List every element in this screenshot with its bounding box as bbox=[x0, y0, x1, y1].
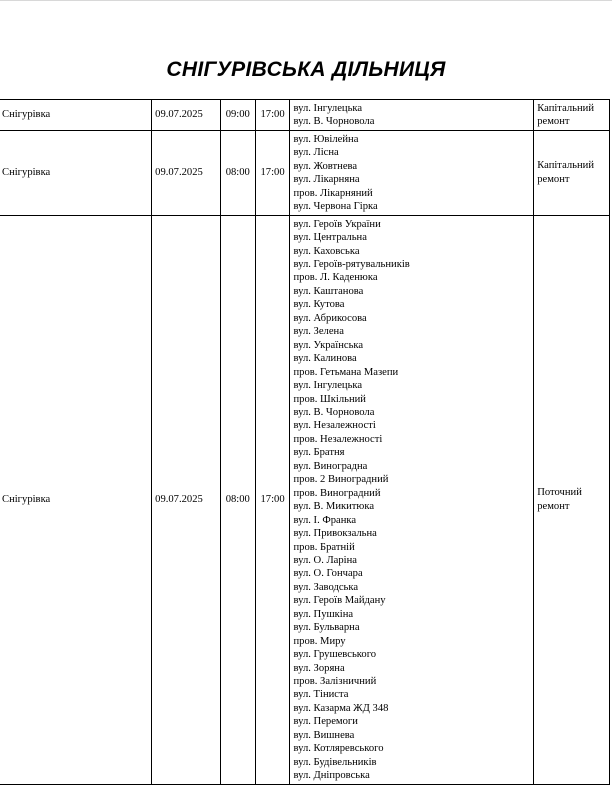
streets-cell bbox=[290, 130, 534, 215]
street-item: вул. Лікарняна bbox=[293, 174, 360, 186]
date-cell: 09.07.2025 bbox=[152, 215, 221, 784]
street-item: вул. Братня bbox=[293, 447, 345, 459]
street-item: вул. Зоряна bbox=[293, 662, 345, 674]
street-item: вул. Котляревського bbox=[293, 743, 384, 755]
table-row bbox=[0, 130, 610, 215]
street-item: вул. Виноградна bbox=[293, 460, 368, 472]
start-time-cell: 08:00 bbox=[220, 130, 255, 215]
street-item: вул. В. Чорновола bbox=[293, 116, 375, 128]
street-item: пров. Лікарняний bbox=[293, 187, 373, 199]
streets-cell bbox=[290, 215, 534, 784]
street-item: вул. Калинова bbox=[293, 353, 357, 365]
street-item: пров. Шкільний bbox=[293, 393, 366, 405]
streets-cell bbox=[290, 100, 534, 131]
street-item: пров. 2 Виноградний bbox=[293, 474, 389, 486]
street-item: пров. Л. Каденюка bbox=[293, 272, 378, 284]
locality-cell: Снігурівка bbox=[0, 215, 152, 784]
street-item: вул. О. Ларіна bbox=[293, 554, 357, 566]
start-time-cell: 09:00 bbox=[220, 100, 255, 131]
street-item: пров. Виноградний bbox=[293, 487, 381, 499]
locality-cell: Снігурівка bbox=[0, 130, 152, 215]
date-cell: 09.07.2025 bbox=[152, 100, 221, 131]
works-type-cell: Капітальний ремонт bbox=[534, 100, 610, 131]
start-time-cell: 08:00 bbox=[220, 215, 255, 784]
date-cell: 09.07.2025 bbox=[152, 130, 221, 215]
street-item: вул. Грушевського bbox=[293, 649, 377, 661]
street-item: вул. Інгулецька bbox=[293, 103, 363, 114]
end-time-cell: 17:00 bbox=[255, 130, 290, 215]
page-title: СНІГУРІВСЬКА ДІЛЬНИЦЯ bbox=[166, 58, 446, 81]
street-item: вул. Перемоги bbox=[293, 716, 358, 728]
street-item: вул. Лісна bbox=[293, 147, 339, 159]
street-item: вул. Абрикосова bbox=[293, 312, 367, 324]
street-item: вул. Героїв-рятувальників bbox=[293, 258, 410, 270]
street-item: вул. Бульварна bbox=[293, 622, 360, 634]
works-type-cell: Капітальний ремонт bbox=[534, 130, 610, 215]
outage-schedule-table bbox=[0, 99, 610, 785]
works-type-cell: Поточний ремонт bbox=[534, 215, 610, 784]
street-item: вул. Інгулецька bbox=[293, 380, 363, 392]
street-item: вул. В. Чорновола bbox=[293, 406, 375, 418]
street-item: пров. Гетьмана Мазепи bbox=[293, 366, 399, 378]
street-item: вул. Вишнева bbox=[293, 729, 355, 741]
table-row bbox=[0, 215, 610, 784]
street-item: вул. Незалежності bbox=[293, 420, 376, 432]
street-item: вул. Героїв Майдану bbox=[293, 595, 386, 607]
street-item: вул. Тіниста bbox=[293, 689, 349, 701]
street-item: вул. Українська bbox=[293, 339, 364, 351]
end-time-cell: 17:00 bbox=[255, 215, 290, 784]
street-item: вул. Дніпровська bbox=[293, 770, 370, 782]
street-item: вул. Червона Гірка bbox=[293, 201, 378, 213]
street-item: пров. Залізничний bbox=[293, 676, 377, 688]
street-item: вул. Привокзальна bbox=[293, 528, 377, 540]
street-item: вул. Казарма ЖД 348 bbox=[293, 702, 389, 714]
street-item: пров. Незалежності bbox=[293, 433, 383, 445]
street-item: вул. Каховська bbox=[293, 245, 360, 257]
street-item: вул. Центральна bbox=[293, 232, 367, 244]
street-item: вул. Зелена bbox=[293, 326, 344, 338]
street-item: вул. Каштанова bbox=[293, 285, 364, 297]
table-row bbox=[0, 100, 610, 131]
street-item: вул. Пушкіна bbox=[293, 608, 354, 620]
street-item: вул. І. Франка bbox=[293, 514, 357, 526]
street-item: вул. О. Гончара bbox=[293, 568, 363, 580]
street-item: вул. Заводська bbox=[293, 581, 359, 593]
street-item: вул. В. Микитюка bbox=[293, 501, 375, 513]
top-rule bbox=[0, 0, 612, 1]
street-item: вул. Ювілейна bbox=[293, 133, 359, 145]
end-time-cell: 17:00 bbox=[255, 100, 290, 131]
street-item: пров. Миру bbox=[293, 635, 346, 647]
street-item: пров. Братній bbox=[293, 541, 355, 553]
street-item: вул. Кутова bbox=[293, 299, 345, 311]
street-item: вул. Жовтнева bbox=[293, 160, 358, 172]
street-item: вул. Героїв України bbox=[293, 218, 381, 230]
street-item: вул. Будівельників bbox=[293, 756, 377, 768]
locality-cell: Снігурівка bbox=[0, 100, 152, 131]
